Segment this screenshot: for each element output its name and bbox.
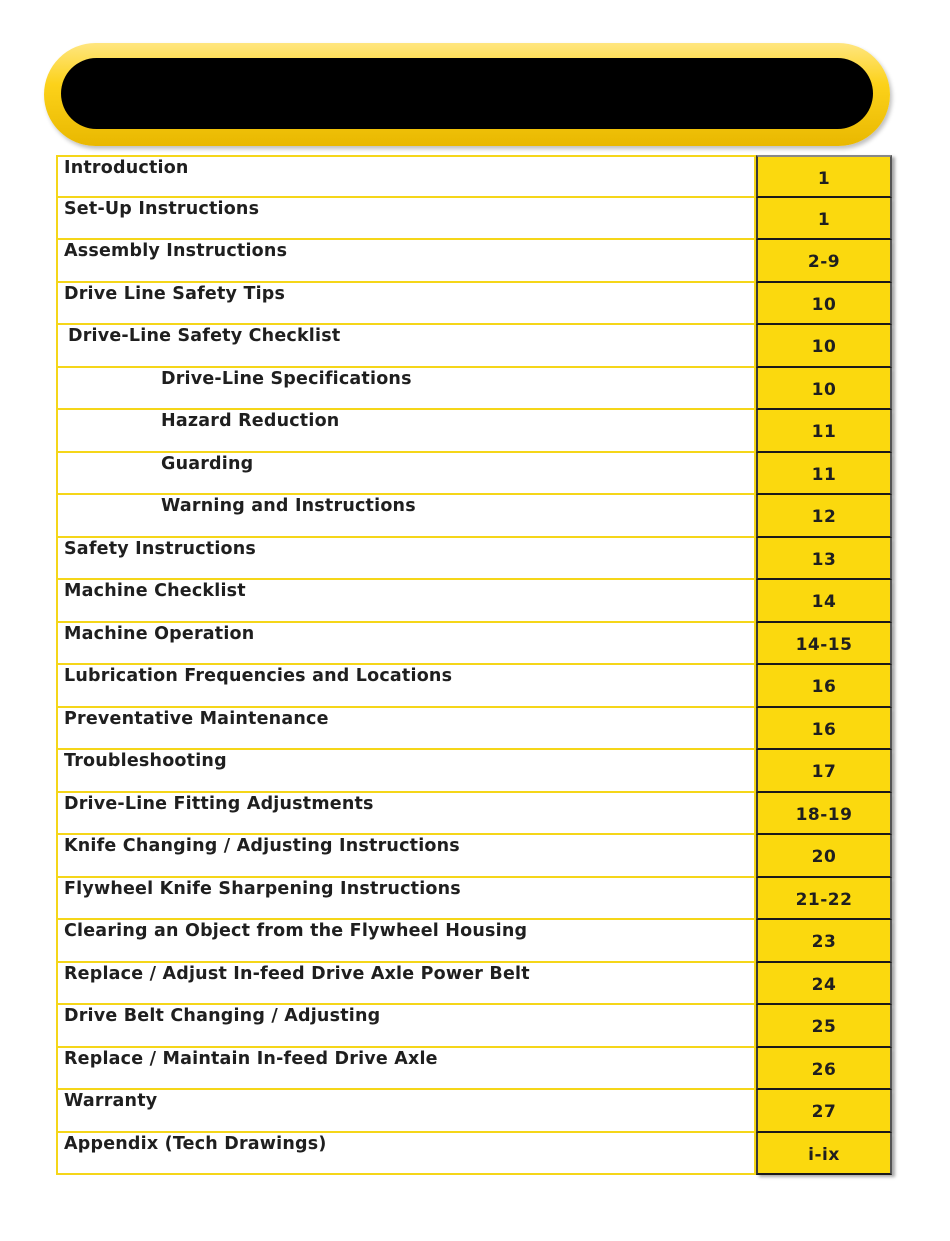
toc-row[interactable] bbox=[56, 835, 892, 878]
toc-entry-title: Assembly Instructions bbox=[56, 240, 756, 283]
toc-entry-page: 14 bbox=[756, 580, 892, 623]
toc-row[interactable] bbox=[56, 920, 892, 963]
toc-entry-page: 21-22 bbox=[756, 878, 892, 921]
toc-entry-title: Drive-Line Safety Checklist bbox=[56, 325, 756, 368]
toc-row[interactable] bbox=[56, 878, 892, 921]
table-of-contents bbox=[56, 155, 892, 1175]
toc-row[interactable] bbox=[56, 240, 892, 283]
toc-entry-page: 25 bbox=[756, 1005, 892, 1048]
toc-entry-title: Hazard Reduction bbox=[56, 410, 756, 453]
toc-entry-title: Warranty bbox=[56, 1090, 756, 1133]
toc-row[interactable] bbox=[56, 1048, 892, 1091]
toc-row[interactable] bbox=[56, 1133, 892, 1176]
toc-row[interactable] bbox=[56, 155, 892, 198]
toc-entry-title: Knife Changing / Adjusting Instructions bbox=[56, 835, 756, 878]
toc-entry-title: Warning and Instructions bbox=[56, 495, 756, 538]
toc-entry-page: 2-9 bbox=[756, 240, 892, 283]
toc-entry-title: Lubrication Frequencies and Locations bbox=[56, 665, 756, 708]
toc-entry-page: 11 bbox=[756, 453, 892, 496]
toc-entry-page: 1 bbox=[756, 198, 892, 241]
toc-entry-page: 10 bbox=[756, 325, 892, 368]
toc-row[interactable] bbox=[56, 1090, 892, 1133]
toc-row[interactable] bbox=[56, 368, 892, 411]
toc-entry-title: Drive Line Safety Tips bbox=[56, 283, 756, 326]
toc-row[interactable] bbox=[56, 963, 892, 1006]
toc-entry-page: 16 bbox=[756, 665, 892, 708]
toc-row[interactable] bbox=[56, 453, 892, 496]
toc-entry-title: Flywheel Knife Sharpening Instructions bbox=[56, 878, 756, 921]
toc-entry-title: Machine Checklist bbox=[56, 580, 756, 623]
toc-entry-page: 11 bbox=[756, 410, 892, 453]
toc-row[interactable] bbox=[56, 623, 892, 666]
toc-entry-title: Drive-Line Specifications bbox=[56, 368, 756, 411]
toc-row[interactable] bbox=[56, 750, 892, 793]
toc-entry-title: Set-Up Instructions bbox=[56, 198, 756, 241]
toc-row[interactable] bbox=[56, 580, 892, 623]
toc-entry-page: 10 bbox=[756, 283, 892, 326]
toc-entry-page: i-ix bbox=[756, 1133, 892, 1176]
toc-row[interactable] bbox=[56, 1005, 892, 1048]
toc-entry-page: 14-15 bbox=[756, 623, 892, 666]
toc-row[interactable] bbox=[56, 708, 892, 751]
toc-row[interactable] bbox=[56, 325, 892, 368]
header-banner bbox=[44, 43, 890, 146]
toc-entry-page: 12 bbox=[756, 495, 892, 538]
toc-row[interactable] bbox=[56, 665, 892, 708]
toc-entry-title: Guarding bbox=[56, 453, 756, 496]
toc-entry-title: Safety Instructions bbox=[56, 538, 756, 581]
toc-entry-page: 27 bbox=[756, 1090, 892, 1133]
toc-row[interactable] bbox=[56, 538, 892, 581]
toc-row[interactable] bbox=[56, 283, 892, 326]
toc-entry-title: Replace / Maintain In-feed Drive Axle bbox=[56, 1048, 756, 1091]
toc-entry-title: Drive-Line Fitting Adjustments bbox=[56, 793, 756, 836]
toc-entry-page: 18-19 bbox=[756, 793, 892, 836]
toc-entry-page: 13 bbox=[756, 538, 892, 581]
toc-entry-page: 20 bbox=[756, 835, 892, 878]
toc-entry-page: 24 bbox=[756, 963, 892, 1006]
toc-entry-title: Appendix (Tech Drawings) bbox=[56, 1133, 756, 1176]
toc-row[interactable] bbox=[56, 495, 892, 538]
toc-row[interactable] bbox=[56, 410, 892, 453]
toc-entry-title: Drive Belt Changing / Adjusting bbox=[56, 1005, 756, 1048]
toc-entry-page: 26 bbox=[756, 1048, 892, 1091]
toc-entry-title: Preventative Maintenance bbox=[56, 708, 756, 751]
toc-row[interactable] bbox=[56, 198, 892, 241]
toc-row[interactable] bbox=[56, 793, 892, 836]
header-banner-panel bbox=[61, 58, 873, 129]
toc-entry-page: 1 bbox=[756, 155, 892, 198]
toc-entry-page: 10 bbox=[756, 368, 892, 411]
toc-entry-title: Clearing an Object from the Flywheel Housing bbox=[56, 920, 756, 963]
toc-entry-title: Machine Operation bbox=[56, 623, 756, 666]
toc-entry-page: 16 bbox=[756, 708, 892, 751]
toc-entry-page: 17 bbox=[756, 750, 892, 793]
toc-entry-title: Replace / Adjust In-feed Drive Axle Power Belt bbox=[56, 963, 756, 1006]
toc-entry-title: Troubleshooting bbox=[56, 750, 756, 793]
toc-entry-page: 23 bbox=[756, 920, 892, 963]
toc-entry-title: Introduction bbox=[56, 155, 756, 198]
